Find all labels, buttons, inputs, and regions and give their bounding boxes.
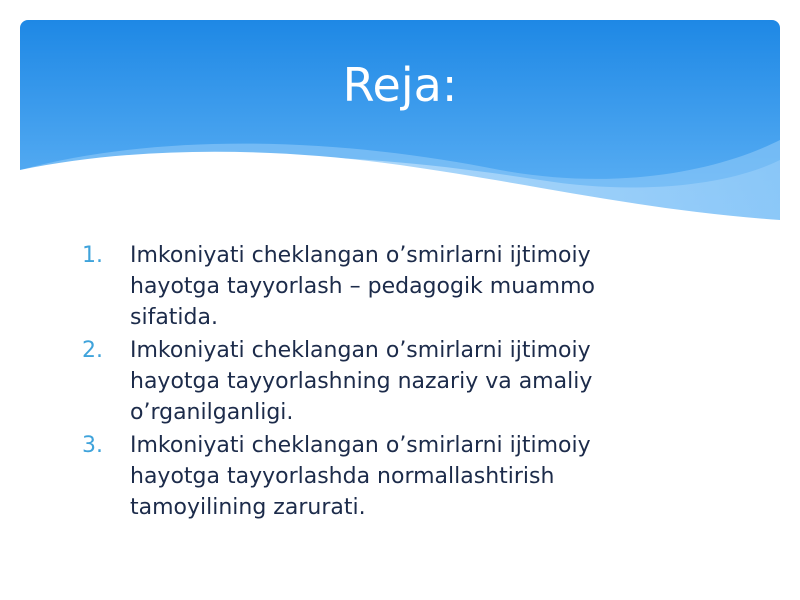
agenda-item-3 [82, 430, 682, 523]
header-wave-banner [20, 20, 780, 225]
agenda-list [82, 240, 682, 525]
slide-title: Reja: [342, 58, 458, 112]
header-wave-graphic [20, 20, 780, 225]
agenda-item-text: Imkoniyati cheklangan o’smirlarni ijtimoiy hayotga tayyorlashda normallashtirish tamoyilining zarurati. [130, 433, 591, 520]
agenda-item-text: Imkoniyati cheklangan o’smirlarni ijtimoiy hayotga tayyorlash – pedagogik muammo sifatida. [130, 243, 595, 330]
agenda-item-number: 1. [82, 243, 103, 268]
agenda-item-1 [82, 240, 682, 333]
agenda-item-text: Imkoniyati cheklangan o’smirlarni ijtimoiy hayotga tayyorlashning nazariy va amaliy o’rganilganligi. [130, 338, 593, 425]
agenda-item-number: 2. [82, 338, 103, 363]
agenda-item-number: 3. [82, 433, 103, 458]
agenda-item-2 [82, 335, 682, 428]
